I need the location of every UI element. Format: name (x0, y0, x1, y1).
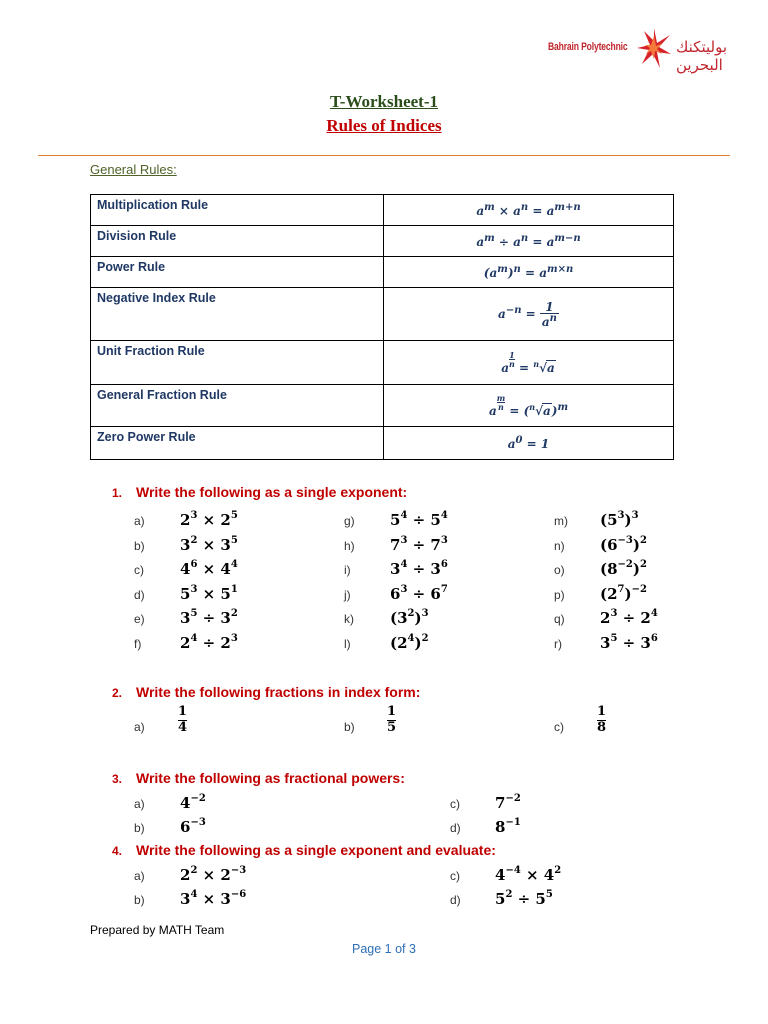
exponent: 3 (230, 633, 238, 644)
rule-formula: a $\frac{1}{n}$ = $^n$√a (384, 341, 674, 385)
item-label: b) (134, 538, 145, 553)
exponent: 3 (610, 608, 618, 620)
exponent: −1 (505, 817, 521, 828)
general-rules-label: General Rules: (90, 162, 177, 177)
question-3-item (180, 818, 206, 837)
rule-row (91, 341, 674, 385)
item-label: k) (344, 612, 354, 627)
expression: $(3^2)^3$ (390, 608, 429, 628)
question-1-item (390, 511, 448, 530)
expression: $5^4 \div 5^4$ (390, 510, 448, 529)
exponent: 3 (617, 510, 625, 521)
logo-text-arabic: بوليتكنك البحرين (676, 38, 727, 74)
exponent: −2 (505, 793, 521, 804)
question-2-heading: 2. Write the following fractions in index form: (112, 684, 421, 700)
fraction (178, 705, 187, 736)
item-label: c) (450, 797, 460, 811)
exponent: 6 (190, 559, 198, 571)
rule-formula: $(a^m)^n = a^{m\times n}$ (384, 257, 674, 288)
expression: $2^3 \times 2^5$ (180, 510, 238, 529)
expression: $8^{-1}$ (495, 817, 521, 836)
expression: $7^{-2}$ (495, 793, 521, 812)
exponent: −3 (190, 817, 206, 828)
exponent: 3 (400, 583, 408, 595)
expression: $4^{-4} \times 4^2$ (495, 865, 562, 884)
expression: $4^6 \times 4^4$ (180, 559, 238, 579)
exponent: 3 (631, 510, 639, 521)
header-divider (38, 155, 730, 156)
rule-formula: $a^{-n}$ = $\frac{1}{a^n}$ (384, 288, 674, 341)
rule-name: Multiplication Rule (91, 195, 384, 226)
exponent: 2 (640, 534, 647, 546)
exponent: −6 (230, 889, 247, 900)
fraction (387, 705, 396, 736)
question-1-item (180, 511, 238, 530)
prepared-by: Prepared by MATH Team (90, 923, 225, 937)
exponent: 5 (610, 633, 618, 644)
expression: $3^4 \times 3^{-6}$ (180, 889, 247, 908)
item-label: a) (134, 720, 145, 734)
numerator: 1 (178, 704, 188, 719)
denominator: 4 (178, 719, 188, 735)
item-label: l) (344, 637, 351, 651)
exponent: 2 (230, 608, 238, 620)
exponent: 2 (505, 889, 513, 900)
question-1-item (180, 634, 238, 653)
item-label: m) (554, 514, 568, 528)
exponent: 4 (230, 559, 238, 571)
question-4-heading: 4. Write the following as a single exponent and evaluate: (112, 842, 496, 858)
question-3-heading: 3. Write the following as fractional powers: (112, 770, 405, 786)
exponent: 2 (190, 534, 198, 546)
question-3-item (495, 818, 521, 837)
item-label: b) (134, 893, 145, 907)
question-3-item (180, 794, 206, 813)
exponent: 5 (190, 608, 198, 620)
question-4-item (495, 866, 561, 885)
expression: $(6^{-3})^2$ (600, 534, 647, 554)
exponent: −2 (617, 559, 633, 571)
item-label: c) (554, 720, 564, 734)
question-1-item (390, 609, 429, 628)
rules-table (90, 194, 674, 460)
expression: $3^5 \div 3^6$ (600, 633, 658, 652)
exponent: 4 (190, 889, 198, 900)
expression: $2^2 \times 2^{-3}$ (180, 865, 247, 884)
fraction (597, 705, 606, 736)
exponent: −2 (631, 583, 647, 595)
rule-name: Power Rule (91, 257, 384, 288)
item-label: i) (344, 563, 351, 578)
exponent: −3 (230, 865, 247, 876)
exponent: 7 (617, 583, 625, 595)
rule-name: Negative Index Rule (91, 288, 384, 341)
item-label: r) (554, 637, 562, 651)
exponent: 6 (650, 633, 658, 644)
exponent: 5 (545, 889, 553, 900)
exponent: 3 (190, 583, 198, 595)
question-1-item (180, 536, 238, 555)
item-label: b) (134, 821, 145, 835)
expression: $2^3 \div 2^4$ (600, 608, 658, 628)
question-1-item (180, 560, 238, 579)
exponent: 3 (440, 534, 448, 546)
numerator: 1 (387, 704, 397, 719)
exponent: 2 (190, 865, 198, 876)
item-label: p) (554, 587, 565, 602)
question-3-item (495, 794, 521, 813)
expression: $3^2 \times 3^5$ (180, 534, 238, 554)
denominator: 5 (387, 719, 397, 735)
rule-formula: a $\frac{m}{n}$ = $(^n√a)^m$ (384, 385, 674, 427)
question-1-item (600, 585, 647, 604)
question-1-item (600, 536, 647, 555)
item-label: d) (450, 893, 461, 907)
item-label: h) (344, 538, 355, 553)
question-1-item (180, 585, 238, 604)
exponent: 5 (230, 534, 238, 546)
item-label: c) (450, 869, 460, 883)
exponent: 1 (230, 583, 238, 595)
rule-name: Zero Power Rule (91, 427, 384, 460)
exponent: 4 (190, 633, 198, 644)
expression: $(8^{-2})^2$ (600, 559, 647, 579)
question-1-item (600, 634, 658, 653)
exponent: 4 (400, 510, 408, 521)
exponent: 3 (400, 534, 408, 546)
question-1-item (600, 609, 658, 628)
question-1-item (390, 634, 429, 653)
question-1-item (600, 511, 639, 530)
rule-name: Unit Fraction Rule (91, 341, 384, 385)
expression: $6^{-3}$ (180, 817, 206, 836)
rule-formula: $a^m \times a^n = a^{m+n}$ (384, 195, 674, 226)
item-label: q) (554, 612, 565, 627)
item-label: d) (450, 821, 461, 835)
expression: $(2^7)^{-2}$ (600, 583, 647, 603)
expression: $6^3 \div 6^7$ (390, 583, 448, 603)
rule-name: Division Rule (91, 226, 384, 257)
worksheet-title: T-Worksheet-1 (330, 92, 438, 111)
expression: $5^3 \times 5^1$ (180, 583, 238, 603)
item-label: a) (134, 869, 145, 883)
question-1-item (390, 585, 448, 604)
rule-row (91, 427, 674, 460)
item-label: j) (344, 587, 351, 602)
exponent: 4 (440, 510, 448, 521)
expression: $2^4 \div 2^3$ (180, 633, 238, 652)
question-1-item (180, 609, 238, 628)
item-label: a) (134, 797, 145, 811)
rule-name: General Fraction Rule (91, 385, 384, 427)
expression: $3^5 \div 3^2$ (180, 608, 238, 628)
item-label: c) (134, 563, 144, 578)
exponent: 4 (407, 633, 415, 644)
rule-row (91, 226, 674, 257)
question-4-item (495, 890, 553, 909)
rule-row (91, 195, 674, 226)
expression: $3^4 \div 3^6$ (390, 559, 448, 579)
worksheet-subtitle: Rules of Indices (326, 116, 442, 135)
question-1-heading: 1. Write the following as a single exponent: (112, 484, 408, 500)
numerator: 1 (597, 704, 607, 719)
denominator: 8 (597, 719, 607, 735)
question-1-item (390, 536, 448, 555)
exponent: −4 (505, 865, 521, 876)
exponent: 7 (440, 583, 448, 595)
exponent: 3 (190, 510, 198, 521)
exponent: 2 (640, 559, 647, 571)
rule-formula: $a^m \div a^n = a^{m-n}$ (384, 226, 674, 257)
item-label: o) (554, 563, 565, 578)
item-label: b) (344, 720, 355, 734)
expression: $(5^3)^3$ (600, 510, 639, 529)
exponent: 4 (650, 608, 658, 620)
item-label: a) (134, 514, 145, 528)
rule-formula: $a^0 = 1$ (384, 427, 674, 460)
star-logo-icon (636, 26, 672, 70)
page-number: Page 1 of 3 (352, 942, 416, 956)
exponent: 6 (440, 559, 448, 571)
question-4-item (180, 866, 246, 885)
exponent: 4 (400, 559, 408, 571)
expression: $7^3 \div 7^3$ (390, 534, 448, 554)
exponent: 5 (230, 510, 238, 521)
item-label: e) (134, 612, 145, 627)
item-label: n) (554, 538, 565, 553)
question-1-item (390, 560, 448, 579)
item-label: f) (134, 637, 142, 651)
expression: $4^{-2}$ (180, 793, 206, 812)
logo-text-english: Bahrain Polytechnic (548, 41, 628, 53)
question-1-item (600, 560, 647, 579)
exponent: −2 (190, 793, 206, 804)
exponent: 3 (421, 608, 429, 620)
rule-row (91, 257, 674, 288)
item-label: d) (134, 587, 145, 602)
item-label: g) (344, 514, 355, 528)
exponent: −3 (617, 534, 633, 546)
expression: $(2^4)^2$ (390, 633, 429, 652)
rule-row (91, 385, 674, 427)
question-4-item (180, 890, 246, 909)
exponent: 2 (407, 608, 415, 620)
exponent: 2 (421, 633, 429, 644)
rule-row (91, 288, 674, 341)
exponent: 2 (554, 865, 562, 876)
expression: $5^2 \div 5^5$ (495, 889, 553, 908)
